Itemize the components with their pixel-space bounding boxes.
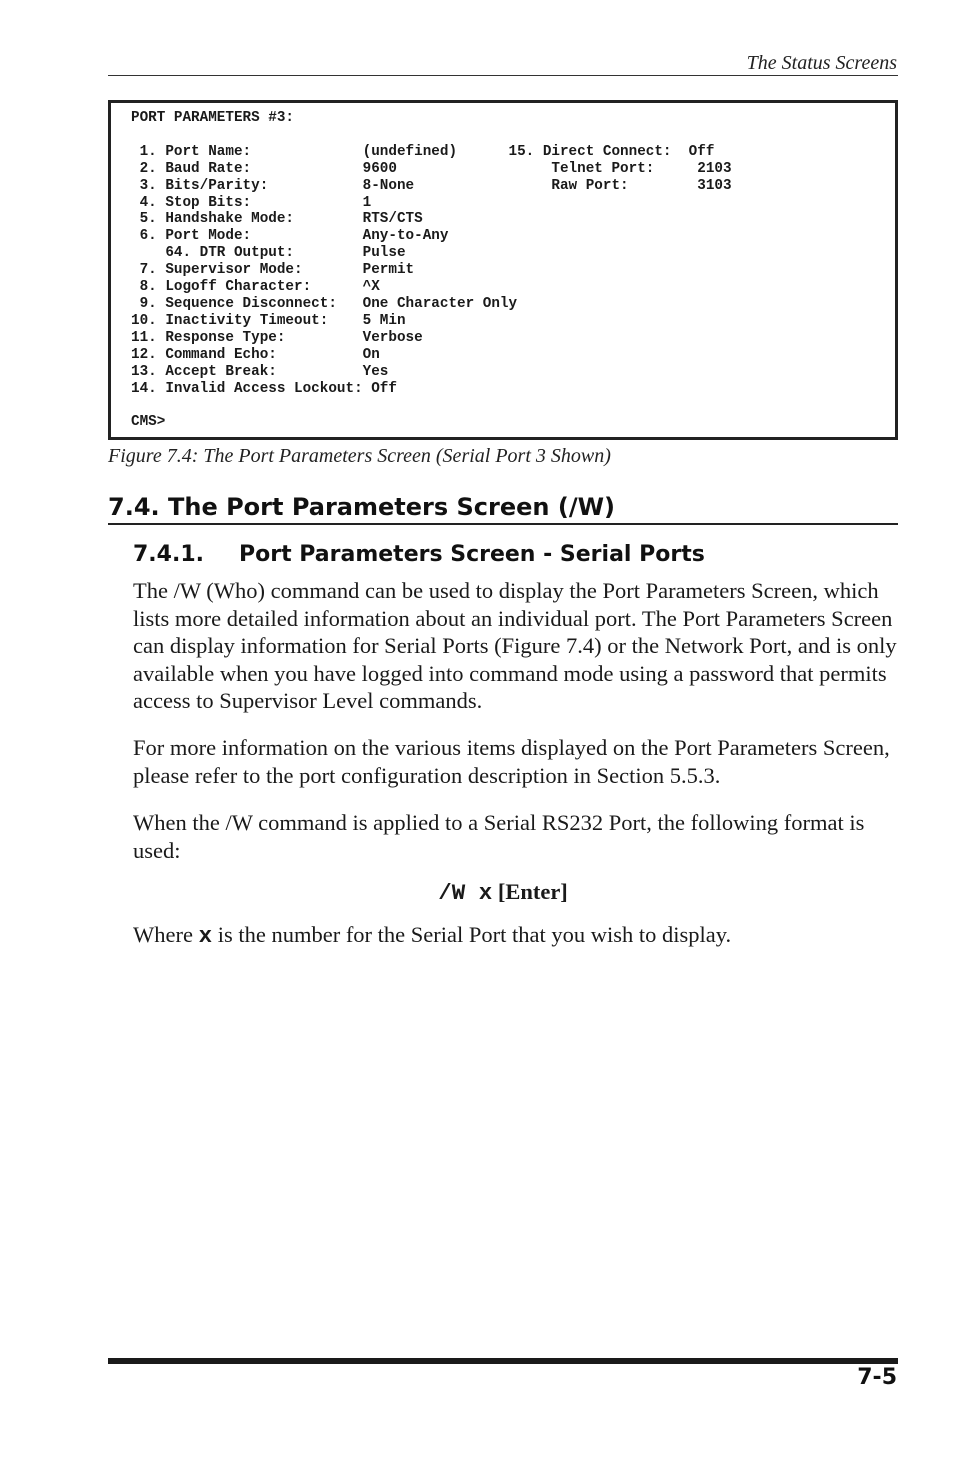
body-paragraph-2: For more information on the various items displayed on the Port Parameters Screen, please refer to the port configuration description in Section 5.5.3. [133, 735, 890, 788]
terminal-line: 11. Response Type: Verbose [131, 329, 423, 346]
header-rule [108, 75, 898, 76]
running-header: The Status Screens [746, 52, 897, 74]
terminal-line: 12. Command Echo: On [131, 346, 380, 363]
para4-text-start: Where [133, 922, 199, 947]
para4-text-end: is the number for the Serial Port that you wish to display. [212, 922, 732, 947]
body-paragraph-1: The /W (Who) command can be used to display the Port Parameters Screen, which lists more detailed information about an individual port. The Port Parameters Screen can display information for Serial Ports (Figure 7.4) or the Network Port, and is only available when you have logged into command mode using a password that permits access to Supervisor Level commands. [133, 578, 897, 713]
terminal-line: 4. Stop Bits: 1 [131, 194, 372, 211]
terminal-line: 5. Handshake Mode: RTS/CTS [131, 211, 423, 228]
variable-x: x [198, 923, 213, 949]
terminal-screen [108, 100, 898, 440]
terminal-line: 8. Logoff Character: ^X [131, 279, 380, 296]
terminal-line: 1. Port Name: (undefined) 15. Direct Connect: Off [131, 143, 715, 160]
section-rule [108, 523, 898, 525]
terminal-line: 3. Bits/Parity: 8-None Raw Port: 3103 [131, 177, 732, 194]
terminal-line: 6. Port Mode: Any-to-Any [131, 228, 449, 245]
terminal-line: PORT PARAMETERS #3: [131, 110, 295, 126]
terminal-line: 7. Supervisor Mode: Permit [131, 262, 415, 279]
body-paragraph-4 [133, 921, 898, 951]
command-code: /W x [438, 880, 493, 906]
figure-caption: Figure 7.4: The Port Parameters Screen (Serial Port 3 Shown) [108, 445, 611, 467]
terminal-line: 64. DTR Output: Pulse [131, 245, 406, 262]
subsection-number: 7.4.1. [133, 542, 204, 567]
footer-rule [108, 1358, 898, 1364]
page-number: 7-5 [857, 1365, 897, 1390]
terminal-line: 9. Sequence Disconnect: One Character Only [131, 295, 518, 312]
subsection-label: Port Parameters Screen - Serial Ports [239, 542, 705, 567]
terminal-line: 10. Inactivity Timeout: 5 Min [131, 312, 406, 329]
terminal-line: 14. Invalid Access Lockout: Off [131, 380, 397, 397]
terminal-line: 13. Accept Break: Yes [131, 363, 389, 380]
command-key: [Enter] [497, 879, 568, 904]
terminal-line: 2. Baud Rate: 9600 Telnet Port: 2103 [131, 160, 732, 177]
terminal-line: CMS> [131, 414, 166, 431]
section-title: 7.4. The Port Parameters Screen (/W) [108, 493, 616, 521]
subsection-title [133, 542, 705, 567]
body-paragraph-3: When the /W command is applied to a Serial RS232 Port, the following format is used: [133, 810, 865, 863]
terminal-text [131, 110, 732, 431]
command-syntax [133, 879, 873, 906]
